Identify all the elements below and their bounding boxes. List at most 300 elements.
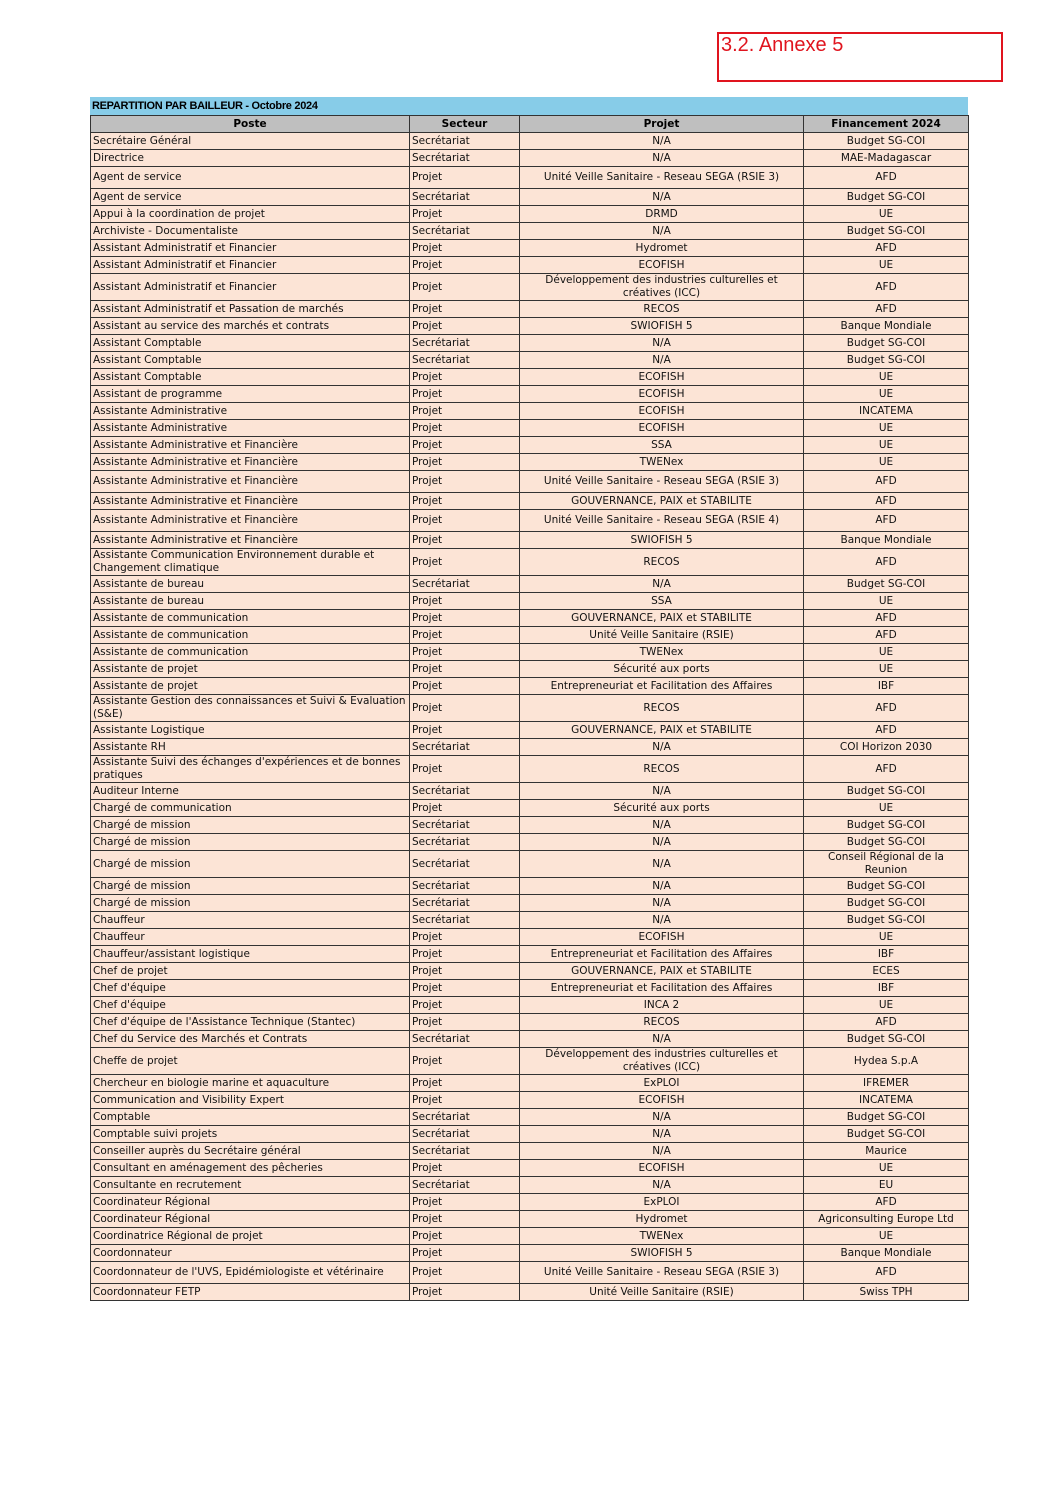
cell-financement: UE [804,800,969,817]
cell-financement: ECES [804,963,969,980]
cell-projet: ECOFISH [520,403,804,420]
cell-secteur: Secrétariat [410,783,520,800]
cell-secteur: Secrétariat [410,739,520,756]
cell-poste: Comptable suivi projets [91,1126,410,1143]
table-row [91,369,969,386]
cell-projet: N/A [520,834,804,851]
cell-financement: Banque Mondiale [804,1245,969,1262]
table-row [91,661,969,678]
table-row [91,257,969,274]
table-row [91,1143,969,1160]
table-row [91,274,969,301]
cell-financement: Budget SG-COI [804,223,969,240]
cell-secteur: Projet [410,257,520,274]
cell-poste: Chargé de mission [91,834,410,851]
cell-projet: Hydromet [520,1211,804,1228]
cell-poste: Assistant Comptable [91,352,410,369]
table-row [91,851,969,878]
cell-poste: Chargé de mission [91,817,410,834]
table-row [91,946,969,963]
table-row [91,1092,969,1109]
table-row [91,437,969,454]
cell-projet: Sécurité aux ports [520,661,804,678]
table-row [91,1031,969,1048]
cell-secteur: Secrétariat [410,1109,520,1126]
cell-financement: AFD [804,610,969,627]
cell-projet: TWENex [520,644,804,661]
table-row [91,454,969,471]
cell-poste: Chargé de mission [91,878,410,895]
cell-financement: UE [804,929,969,946]
cell-poste: Chauffeur [91,912,410,929]
cell-poste: Chargé de mission [91,895,410,912]
cell-projet: Unité Veille Sanitaire - Reseau SEGA (RSIE 3) [520,471,804,493]
cell-financement: IBF [804,980,969,997]
cell-projet: N/A [520,133,804,150]
cell-financement: AFD [804,471,969,493]
table-row [91,834,969,851]
table-row [91,800,969,817]
table-row [91,678,969,695]
table-row [91,352,969,369]
cell-poste: Archiviste - Documentaliste [91,223,410,240]
cell-poste: Assistante de bureau [91,576,410,593]
cell-poste: Assistante Administrative [91,420,410,437]
column-header-poste: Poste [91,116,410,133]
cell-financement: Swiss TPH [804,1284,969,1301]
cell-secteur: Projet [410,274,520,301]
cell-financement: AFD [804,240,969,257]
column-header-projet: Projet [520,116,804,133]
cell-financement: Budget SG-COI [804,895,969,912]
cell-financement: COI Horizon 2030 [804,739,969,756]
cell-projet: Unité Veille Sanitaire (RSIE) [520,1284,804,1301]
repartition-sheet [90,97,968,1301]
cell-secteur: Secrétariat [410,223,520,240]
cell-projet: ExPLOI [520,1075,804,1092]
table-row [91,980,969,997]
cell-secteur: Projet [410,369,520,386]
cell-secteur: Secrétariat [410,817,520,834]
cell-poste: Assistante Gestion des connaissances et Suivi & Evaluation (S&E) [91,695,410,722]
cell-projet: N/A [520,739,804,756]
header-row [91,116,969,133]
cell-financement: UE [804,1160,969,1177]
cell-secteur: Projet [410,644,520,661]
cell-projet: Unité Veille Sanitaire (RSIE) [520,627,804,644]
cell-financement: AFD [804,274,969,301]
cell-financement: Hydea S.p.A [804,1048,969,1075]
cell-poste: Chauffeur/assistant logistique [91,946,410,963]
cell-poste: Cheffe de projet [91,1048,410,1075]
cell-financement: Agriconsulting Europe Ltd [804,1211,969,1228]
cell-financement: AFD [804,756,969,783]
cell-projet: ExPLOI [520,1194,804,1211]
cell-financement: Budget SG-COI [804,834,969,851]
cell-secteur: Projet [410,1014,520,1031]
cell-secteur: Projet [410,549,520,576]
column-header-financement: Financement 2024 [804,116,969,133]
table-row [91,1262,969,1284]
table-row [91,1014,969,1031]
cell-poste: Assistante Administrative et Financière [91,510,410,532]
cell-projet: Hydromet [520,240,804,257]
table-row [91,386,969,403]
cell-poste: Communication and Visibility Expert [91,1092,410,1109]
cell-poste: Assistante RH [91,739,410,756]
cell-financement: Budget SG-COI [804,878,969,895]
cell-projet: ECOFISH [520,257,804,274]
table-row [91,1194,969,1211]
cell-projet: RECOS [520,1014,804,1031]
cell-secteur: Projet [410,403,520,420]
cell-projet: ECOFISH [520,929,804,946]
cell-secteur: Projet [410,593,520,610]
cell-financement: Conseil Régional de la Reunion [804,851,969,878]
column-header-secteur: Secteur [410,116,520,133]
table-row [91,593,969,610]
cell-projet: Entrepreneuriat et Facilitation des Affaires [520,980,804,997]
cell-projet: ECOFISH [520,1092,804,1109]
cell-projet: RECOS [520,301,804,318]
table-row [91,1126,969,1143]
cell-secteur: Projet [410,510,520,532]
table-row [91,1109,969,1126]
cell-financement: UE [804,369,969,386]
cell-poste: Assistante de bureau [91,593,410,610]
table-row [91,1048,969,1075]
cell-projet: ECOFISH [520,1160,804,1177]
cell-secteur: Secrétariat [410,1126,520,1143]
cell-financement: Budget SG-COI [804,1126,969,1143]
cell-secteur: Secrétariat [410,335,520,352]
cell-poste: Assistante Suivi des échanges d'expériences et de bonnes pratiques [91,756,410,783]
table-row [91,963,969,980]
cell-projet: N/A [520,895,804,912]
cell-projet: TWENex [520,454,804,471]
cell-secteur: Projet [410,997,520,1014]
cell-projet: Unité Veille Sanitaire - Reseau SEGA (RSIE 3) [520,1262,804,1284]
table-row [91,403,969,420]
cell-poste: Assistante Administrative et Financière [91,437,410,454]
table-row [91,549,969,576]
cell-secteur: Secrétariat [410,1143,520,1160]
cell-poste: Conseiller auprès du Secrétaire général [91,1143,410,1160]
cell-financement: IBF [804,946,969,963]
cell-financement: Banque Mondiale [804,318,969,335]
table-row [91,783,969,800]
table-row [91,1177,969,1194]
cell-financement: Budget SG-COI [804,1031,969,1048]
cell-secteur: Projet [410,1075,520,1092]
cell-financement: AFD [804,1262,969,1284]
cell-financement: UE [804,420,969,437]
table-row [91,167,969,189]
cell-financement: IBF [804,678,969,695]
cell-financement: UE [804,386,969,403]
cell-poste: Assistante de communication [91,627,410,644]
cell-secteur: Projet [410,800,520,817]
table-row [91,929,969,946]
table-row [91,1075,969,1092]
cell-projet: Entrepreneuriat et Facilitation des Affaires [520,678,804,695]
cell-projet: GOUVERNANCE, PAIX et STABILITE [520,493,804,510]
cell-poste: Agent de service [91,189,410,206]
table-row [91,532,969,549]
cell-secteur: Projet [410,240,520,257]
cell-projet: N/A [520,1031,804,1048]
cell-projet: ECOFISH [520,369,804,386]
cell-poste: Coordinateur Régional [91,1194,410,1211]
cell-financement: Maurice [804,1143,969,1160]
cell-projet: SSA [520,437,804,454]
cell-poste: Secrétaire Général [91,133,410,150]
cell-projet: RECOS [520,756,804,783]
cell-financement: Budget SG-COI [804,783,969,800]
cell-poste: Coordinatrice Régional de projet [91,1228,410,1245]
table-row [91,420,969,437]
cell-projet: N/A [520,878,804,895]
cell-projet: N/A [520,335,804,352]
table-row [91,722,969,739]
cell-poste: Chef d'équipe [91,980,410,997]
cell-financement: UE [804,644,969,661]
cell-poste: Assistante Administrative et Financière [91,454,410,471]
cell-poste: Comptable [91,1109,410,1126]
cell-financement: UE [804,454,969,471]
repartition-table [90,115,969,1301]
cell-secteur: Projet [410,532,520,549]
cell-secteur: Secrétariat [410,834,520,851]
cell-financement: INCATEMA [804,403,969,420]
cell-projet: N/A [520,223,804,240]
cell-financement: UE [804,661,969,678]
cell-financement: AFD [804,549,969,576]
table-row [91,1284,969,1301]
cell-poste: Auditeur Interne [91,783,410,800]
cell-poste: Coordinateur Régional [91,1211,410,1228]
cell-secteur: Secrétariat [410,133,520,150]
cell-secteur: Projet [410,454,520,471]
annex-label: 3.2. Annexe 5 [721,34,844,56]
cell-projet: N/A [520,576,804,593]
cell-financement: AFD [804,627,969,644]
table-row [91,817,969,834]
cell-secteur: Projet [410,206,520,223]
cell-financement: AFD [804,695,969,722]
table-row [91,576,969,593]
cell-projet: ECOFISH [520,386,804,403]
cell-secteur: Projet [410,695,520,722]
cell-secteur: Projet [410,980,520,997]
cell-poste: Assistante de projet [91,678,410,695]
cell-projet: TWENex [520,1228,804,1245]
cell-poste: Assistante de projet [91,661,410,678]
cell-poste: Assistante Administrative [91,403,410,420]
cell-secteur: Projet [410,1245,520,1262]
cell-secteur: Projet [410,661,520,678]
cell-poste: Assistante Administrative et Financière [91,471,410,493]
cell-poste: Assistant Comptable [91,369,410,386]
table-row [91,223,969,240]
cell-financement: IFREMER [804,1075,969,1092]
cell-secteur: Secrétariat [410,1177,520,1194]
cell-financement: AFD [804,167,969,189]
cell-financement: Budget SG-COI [804,335,969,352]
table-row [91,1160,969,1177]
cell-financement: AFD [804,510,969,532]
cell-poste: Assistante de communication [91,610,410,627]
cell-projet: INCA 2 [520,997,804,1014]
cell-financement: Budget SG-COI [804,912,969,929]
table-row [91,189,969,206]
table-row [91,610,969,627]
cell-poste: Assistante de communication [91,644,410,661]
table-row [91,1211,969,1228]
table-row [91,912,969,929]
cell-projet: Unité Veille Sanitaire - Reseau SEGA (RSIE 4) [520,510,804,532]
cell-projet: N/A [520,1177,804,1194]
cell-projet: SWIOFISH 5 [520,532,804,549]
cell-poste: Assistante Communication Environnement durable et Changement climatique [91,549,410,576]
cell-poste: Assistant Administratif et Financier [91,240,410,257]
sheet-title: REPARTITION PAR BAILLEUR - Octobre 2024 [90,97,968,115]
table-row [91,150,969,167]
table-row [91,240,969,257]
cell-poste: Assistant au service des marchés et contrats [91,318,410,335]
cell-secteur: Projet [410,437,520,454]
cell-projet: ECOFISH [520,420,804,437]
cell-poste: Chauffeur [91,929,410,946]
cell-projet: RECOS [520,549,804,576]
table-row [91,335,969,352]
cell-poste: Assistant de programme [91,386,410,403]
cell-secteur: Secrétariat [410,878,520,895]
cell-projet: GOUVERNANCE, PAIX et STABILITE [520,610,804,627]
cell-poste: Coordonnateur [91,1245,410,1262]
cell-projet: N/A [520,912,804,929]
cell-secteur: Projet [410,1284,520,1301]
table-row [91,318,969,335]
cell-financement: AFD [804,301,969,318]
table-row [91,510,969,532]
cell-projet: SSA [520,593,804,610]
table-row [91,895,969,912]
cell-financement: MAE-Madagascar [804,150,969,167]
cell-poste: Consultant en aménagement des pêcheries [91,1160,410,1177]
cell-financement: AFD [804,722,969,739]
cell-secteur: Projet [410,1211,520,1228]
cell-poste: Consultante en recrutement [91,1177,410,1194]
cell-projet: GOUVERNANCE, PAIX et STABILITE [520,722,804,739]
cell-financement: Budget SG-COI [804,352,969,369]
cell-secteur: Secrétariat [410,895,520,912]
cell-financement: Budget SG-COI [804,817,969,834]
cell-secteur: Secrétariat [410,150,520,167]
cell-secteur: Projet [410,471,520,493]
cell-secteur: Projet [410,420,520,437]
table-row [91,301,969,318]
cell-projet: Unité Veille Sanitaire - Reseau SEGA (RSIE 3) [520,167,804,189]
cell-secteur: Secrétariat [410,912,520,929]
cell-projet: DRMD [520,206,804,223]
cell-poste: Chef d'équipe [91,997,410,1014]
cell-secteur: Secrétariat [410,189,520,206]
cell-secteur: Secrétariat [410,1031,520,1048]
cell-secteur: Projet [410,1092,520,1109]
cell-poste: Agent de service [91,167,410,189]
cell-projet: N/A [520,783,804,800]
table-row [91,1245,969,1262]
cell-secteur: Projet [410,963,520,980]
cell-secteur: Projet [410,301,520,318]
cell-poste: Chargé de mission [91,851,410,878]
cell-financement: INCATEMA [804,1092,969,1109]
table-body [91,133,969,1301]
cell-financement: Budget SG-COI [804,576,969,593]
table-row [91,756,969,783]
cell-projet: Développement des industries culturelles et créatives (ICC) [520,1048,804,1075]
cell-secteur: Secrétariat [410,352,520,369]
cell-poste: Chercheur en biologie marine et aquaculture [91,1075,410,1092]
cell-projet: GOUVERNANCE, PAIX et STABILITE [520,963,804,980]
cell-financement: Banque Mondiale [804,532,969,549]
cell-poste: Assistante Administrative et Financière [91,493,410,510]
table-row [91,133,969,150]
cell-secteur: Projet [410,627,520,644]
cell-financement: UE [804,593,969,610]
cell-poste: Coordonnateur FETP [91,1284,410,1301]
cell-poste: Appui à la coordination de projet [91,206,410,223]
cell-projet: Entrepreneuriat et Facilitation des Affaires [520,946,804,963]
cell-financement: UE [804,437,969,454]
cell-projet: N/A [520,817,804,834]
table-row [91,471,969,493]
cell-projet: N/A [520,352,804,369]
cell-secteur: Projet [410,722,520,739]
cell-secteur: Projet [410,756,520,783]
cell-secteur: Projet [410,493,520,510]
cell-financement: AFD [804,493,969,510]
cell-financement: Budget SG-COI [804,189,969,206]
cell-secteur: Projet [410,610,520,627]
cell-poste: Coordonnateur de l'UVS, Epidémiologiste et vétérinaire [91,1262,410,1284]
table-row [91,644,969,661]
table-row [91,1228,969,1245]
cell-projet: SWIOFISH 5 [520,318,804,335]
cell-poste: Assistante Logistique [91,722,410,739]
cell-financement: Budget SG-COI [804,1109,969,1126]
cell-financement: AFD [804,1014,969,1031]
table-row [91,695,969,722]
cell-secteur: Projet [410,1262,520,1284]
cell-poste: Assistante Administrative et Financière [91,532,410,549]
cell-poste: Chef d'équipe de l'Assistance Technique (Stantec) [91,1014,410,1031]
cell-poste: Chargé de communication [91,800,410,817]
table-row [91,739,969,756]
cell-poste: Assistant Administratif et Passation de marchés [91,301,410,318]
cell-financement: Budget SG-COI [804,133,969,150]
cell-financement: UE [804,206,969,223]
cell-poste: Assistant Administratif et Financier [91,257,410,274]
cell-financement: UE [804,997,969,1014]
cell-secteur: Projet [410,1194,520,1211]
table-row [91,493,969,510]
cell-poste: Assistant Administratif et Financier [91,274,410,301]
cell-secteur: Projet [410,678,520,695]
cell-poste: Directrice [91,150,410,167]
annex-label-box [717,32,1003,82]
